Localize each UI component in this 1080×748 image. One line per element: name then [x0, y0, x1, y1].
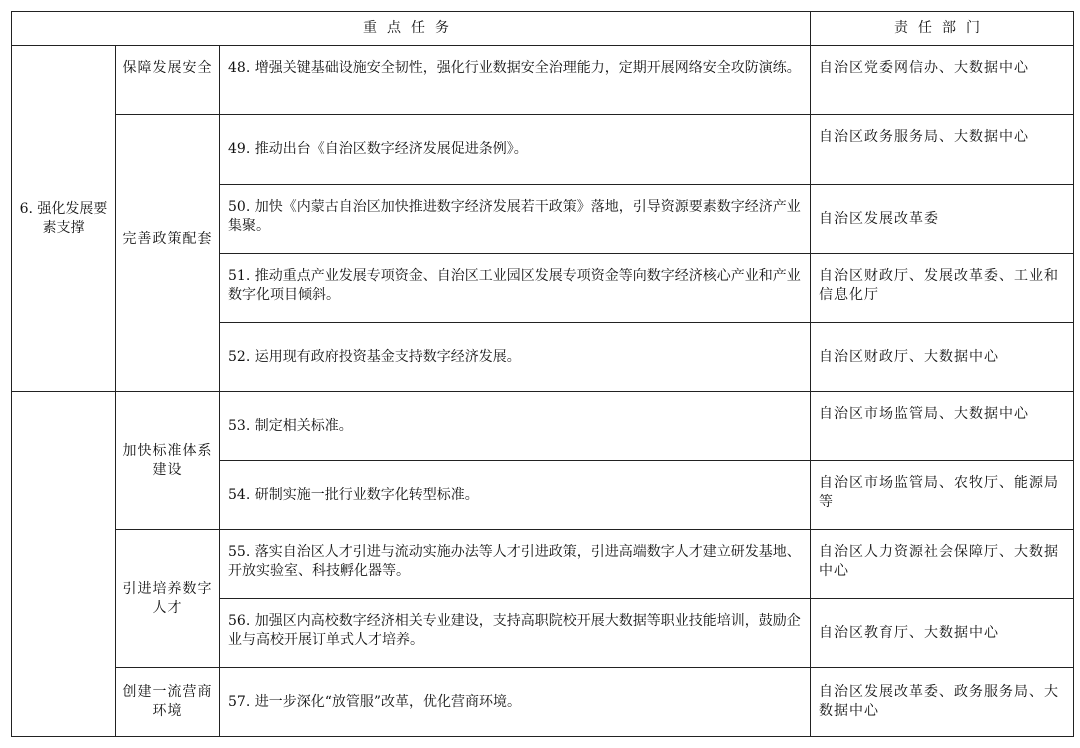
table-row: [12, 668, 1074, 737]
subcategory-talent: 引进培养数字人才: [116, 530, 220, 668]
task-cell: 49. 推动出台《自治区数字经济发展促进条例》。: [220, 115, 811, 185]
task-cell: 52. 运用现有政府投资基金支持数字经济发展。: [220, 323, 811, 392]
header-tasks: 重点任务: [12, 12, 811, 46]
task-cell: 51. 推动重点产业发展专项资金、自治区工业园区发展专项资金等向数字经济核心产业和产业数字化项目倾斜。: [220, 254, 811, 323]
header-department: 责任部门: [811, 12, 1074, 46]
task-cell: 54. 研制实施一批行业数字化转型标准。: [220, 461, 811, 530]
category-cell-continued: [12, 392, 116, 737]
department-cell: 自治区教育厅、大数据中心: [811, 599, 1074, 668]
department-cell: 自治区市场监管局、大数据中心: [811, 392, 1074, 461]
task-cell: 50. 加快《内蒙古自治区加快推进数字经济发展若干政策》落地，引导资源要素数字经济产业集聚。: [220, 185, 811, 254]
task-cell: 53. 制定相关标准。: [220, 392, 811, 461]
task-table: [11, 11, 1074, 737]
department-cell: 自治区发展改革委: [811, 185, 1074, 254]
department-cell: 自治区发展改革委、政务服务局、大数据中心: [811, 668, 1074, 737]
table-row: [12, 46, 1074, 115]
department-cell: 自治区市场监管局、农牧厅、能源局等: [811, 461, 1074, 530]
task-cell: 57. 进一步深化“放管服”改革，优化营商环境。: [220, 668, 811, 737]
table-row: [12, 530, 1074, 599]
department-cell: 自治区党委网信办、大数据中心: [811, 46, 1074, 115]
department-cell: 自治区政务服务局、大数据中心: [811, 115, 1074, 185]
department-cell: 自治区财政厅、发展改革委、工业和信息化厅: [811, 254, 1074, 323]
department-cell: 自治区人力资源社会保障厅、大数据中心: [811, 530, 1074, 599]
header-row: [12, 12, 1074, 46]
subcategory-policy: 完善政策配套: [116, 115, 220, 392]
task-cell: 48. 增强关键基础设施安全韧性，强化行业数据安全治理能力，定期开展网络安全攻防演练。: [220, 46, 811, 115]
department-cell: 自治区财政厅、大数据中心: [811, 323, 1074, 392]
subcategory-standards: 加快标准体系建设: [116, 392, 220, 530]
table-row: [12, 392, 1074, 461]
task-cell: 55. 落实自治区人才引进与流动实施办法等人才引进政策，引进高端数字人才建立研发基地、开放实验室、科技孵化器等。: [220, 530, 811, 599]
category-cell: 6. 强化发展要素支撑: [12, 46, 116, 392]
task-cell: 56. 加强区内高校数字经济相关专业建设，支持高职院校开展大数据等职业技能培训，鼓励企业与高校开展订单式人才培养。: [220, 599, 811, 668]
subcategory-security: 保障发展安全: [116, 46, 220, 115]
subcategory-environment: 创建一流营商环境: [116, 668, 220, 737]
table-row: [12, 115, 1074, 185]
